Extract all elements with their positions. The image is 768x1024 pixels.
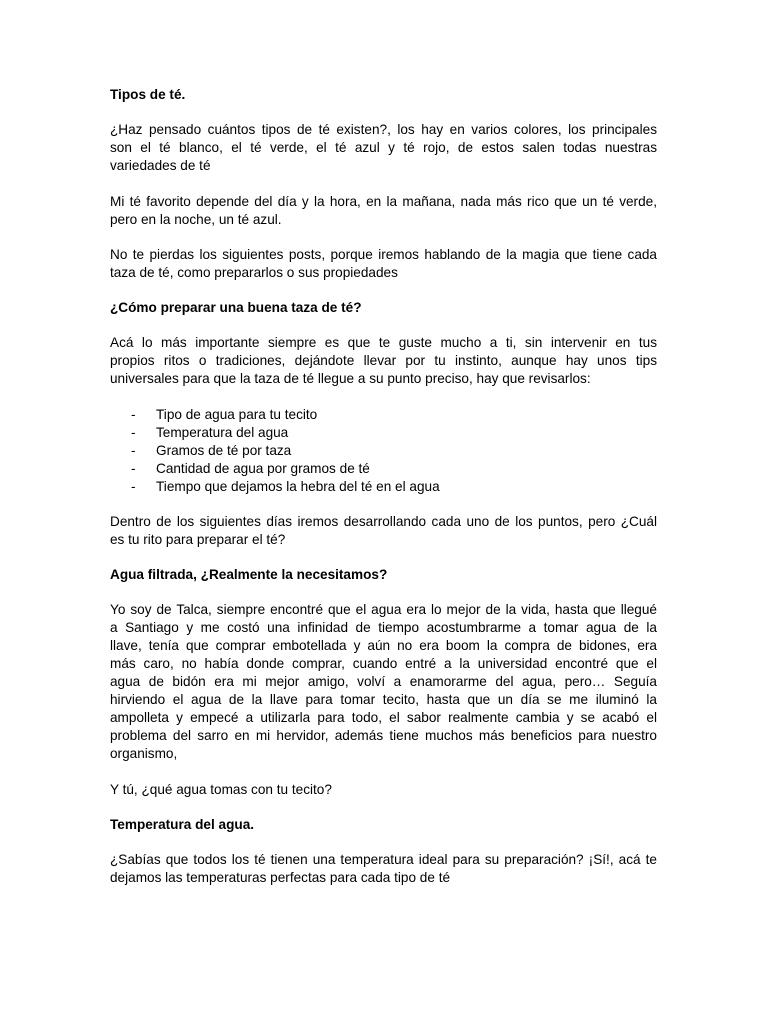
bullet-marker: -	[131, 478, 136, 494]
list-item-text: Cantidad de agua por gramos de té	[156, 460, 370, 476]
bullet-marker: -	[131, 460, 136, 476]
section-heading: Tipos de té.	[110, 87, 186, 102]
paragraph	[110, 513, 657, 549]
paragraph	[110, 121, 657, 175]
paragraph-line: variedades de té	[110, 158, 211, 174]
paragraph	[110, 781, 657, 799]
paragraph-line: ¿Sabías que todos los té tienen una temperatura ideal para su preparación? ¡Sí!, acá te	[110, 852, 657, 867]
list-item	[110, 442, 657, 460]
paragraph-line: son el té blanco, el té verde, el té azul y té rojo, de estos salen todas nuestras	[110, 140, 657, 156]
paragraph-line: Dentro de los siguientes días iremos desarrollando cada uno de los puntos, pero ¿Cuál	[110, 513, 657, 529]
list-item-text: Temperatura del agua	[156, 424, 289, 440]
paragraph-line: Y tú, ¿qué agua tomas con tu tecito?	[110, 781, 332, 797]
list-item-text: Gramos de té por taza	[156, 442, 292, 458]
section-tipos-de-te	[110, 86, 657, 282]
paragraph-line: universales para que la taza de té llegue a su punto preciso, hay que revisarlos:	[110, 371, 591, 387]
bullet-marker: -	[131, 442, 136, 458]
list-item	[110, 424, 657, 442]
section-temperatura	[110, 816, 657, 887]
bullet-marker: -	[131, 406, 136, 422]
list-item-text: Tiempo que dejamos la hebra del té en el agua	[156, 478, 440, 494]
section-agua-filtrada	[110, 566, 657, 799]
list-item	[110, 460, 657, 478]
section-heading: Temperatura del agua.	[110, 816, 255, 832]
paragraph-line: ¿Haz pensado cuántos tipos de té existen?, los hay en varios colores, los principales	[110, 122, 657, 138]
paragraph-line: problema del sarro en mi hervidor, además tiene muchos más beneficios para nuestro	[110, 728, 657, 744]
paragraph-line: organismo,	[110, 746, 178, 762]
list-item-text: Tipo de agua para tu tecito	[156, 406, 318, 422]
paragraph-line: es tu rito para preparar el té?	[110, 531, 286, 547]
paragraph	[110, 246, 657, 282]
bullet-list	[110, 406, 657, 496]
paragraph-line: ampolleta y empecé a utilizarla para todo, el sabor realmente cambia y se acabó el	[110, 710, 657, 726]
paragraph-line: hirviendo el agua de la llave para tomar tecito, hasta que un día se me iluminó la	[110, 692, 657, 708]
paragraph-line: No te pierdas los siguientes posts, porque iremos hablando de la magia que tiene cada	[110, 246, 657, 262]
paragraph-line: Yo soy de Talca, siempre encontré que el agua era lo mejor de la vida, hasta que llegué	[110, 602, 657, 618]
section-heading: ¿Cómo preparar una buena taza de té?	[110, 300, 362, 315]
list-item	[110, 478, 657, 496]
paragraph-line: pero en la noche, un té azul.	[110, 211, 282, 227]
section-heading: Agua filtrada, ¿Realmente la necesitamos?	[110, 567, 388, 582]
paragraph	[110, 193, 657, 229]
paragraph-line: agua de bidón era mi mejor amigo, volví a enamorarme del agua, pero… Seguía	[110, 674, 657, 690]
list-item	[110, 406, 657, 424]
paragraph-line: taza de té, como prepararlos o sus propiedades	[110, 264, 398, 280]
paragraph-line: más caro, no había donde comprar, cuando entré a la universidad encontré que el	[110, 656, 657, 672]
paragraph	[110, 851, 657, 887]
paragraph-line: Mi té favorito depende del día y la hora, en la mañana, nada más rico que un té verde,	[110, 193, 657, 209]
paragraph-line: a Santiago y me costó una infinidad de tiempo acostumbrarme a tomar agua de la	[110, 620, 657, 636]
paragraph-line: Acá lo más importante siempre es que te guste mucho a ti, sin intervenir en tus	[110, 335, 657, 351]
section-como-preparar	[110, 299, 657, 549]
paragraph-line: propios ritos o tradiciones, dejándote llevar por tu instinto, aunque hay unos tips	[110, 353, 657, 369]
paragraph-line: llave, tenía que comprar embotellada y aún no era boom la compra de bidones, era	[110, 638, 657, 654]
paragraph	[110, 601, 657, 763]
paragraph	[110, 334, 657, 388]
paragraph-line: dejamos las temperaturas perfectas para cada tipo de té	[110, 870, 451, 885]
bullet-marker: -	[131, 424, 136, 440]
